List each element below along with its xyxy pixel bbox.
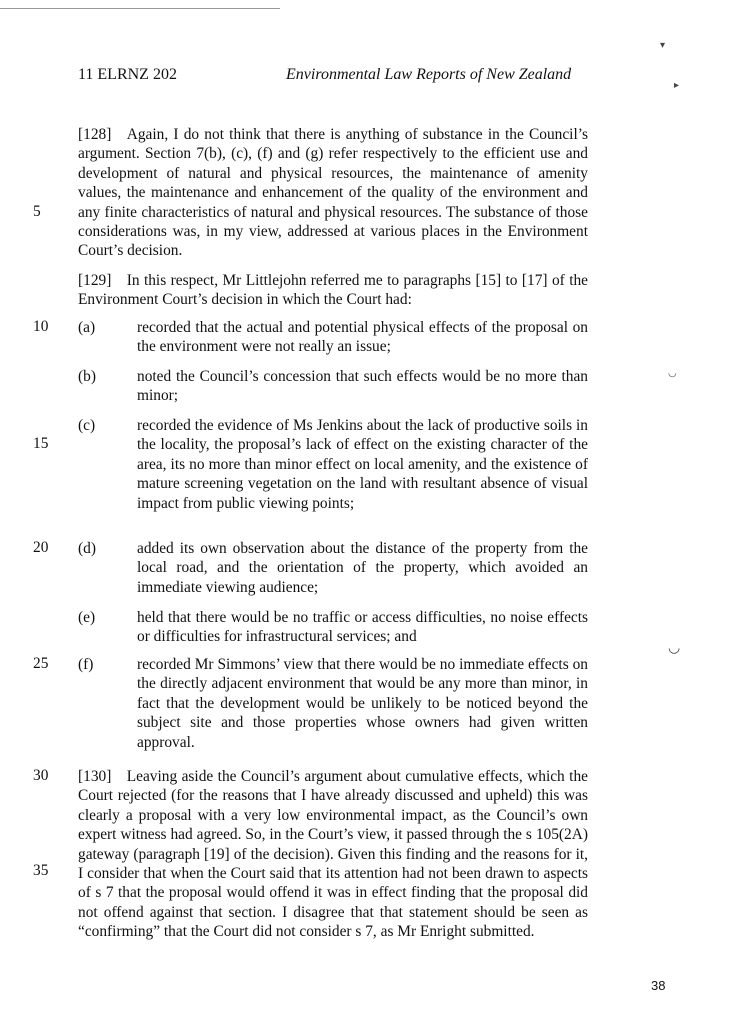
list-item-a [78, 318, 588, 357]
list-item-f [78, 655, 588, 752]
list-item-e [78, 608, 588, 647]
list-item-label: (e) [78, 609, 96, 626]
header-journal-title: Environmental Law Reports of New Zealand [286, 66, 572, 83]
list-item-b [78, 367, 588, 406]
list-item-d [78, 539, 588, 597]
scan-speck: ▸ [674, 80, 680, 91]
header-citation: 11 ELRNZ 202 [78, 66, 177, 83]
scan-speck: ▾ [660, 40, 666, 51]
scan-speck: ◡ [668, 368, 677, 379]
list-item-label: (c) [78, 417, 96, 434]
line-number: 25 [33, 655, 49, 672]
list-item-label: (b) [78, 368, 96, 385]
line-number: 15 [33, 435, 49, 452]
page-number: 38 [651, 978, 666, 993]
paragraph-128: [128] Again, I do not think that there is anything of substance in the Council’s argument. Section 7(b), (c), (f) and (g) refer respectively to the efficient use and development of natural and physical resources, the maintenance of amenity values, the maintenance and enhancement of the quality of the environment and any finite characteristics of natural and physical resources. The substance of those considerations was, in my view, addressed at various places in the Environment Court’s decision. [78, 126, 588, 260]
list-item-text: added its own observation about the distance of the property from the local road, and the orientation of the property, which avoided an immediate viewing audience; [137, 540, 588, 596]
scan-speck: ◡ [668, 641, 681, 656]
list-item-c [78, 416, 588, 513]
list-item-text: held that there would be no traffic or access difficulties, no noise effects or difficulties for infrastructural services; and [137, 609, 588, 646]
top-rule [0, 8, 280, 9]
list-item-label: (f) [78, 656, 94, 673]
list-item-text: noted the Council’s concession that such effects would be no more than minor; [137, 368, 588, 405]
list-item-label: (d) [78, 540, 96, 557]
list-item-text: recorded that the actual and potential physical effects of the proposal on the environment were not really an issue; [137, 319, 588, 356]
line-number: 30 [33, 767, 49, 784]
paragraph-129: [129] In this respect, Mr Littlejohn referred me to paragraphs [15] to [17] of the Environment Court’s decision in which the Court had: [78, 272, 588, 309]
paragraph-130: [130] Leaving aside the Council’s argument about cumulative effects, which the Court rejected (for the reasons that I have already discussed and upheld) this was clearly a proposal with a very low environmental impact, as the Council’s own expert witness had agreed. So, in the Court’s view, it passed through the s 105(2A) gateway (paragraph [19] of the decision). Given this finding and the reasons for it, I consider that when the Court said that its attention had not been drawn to aspects of s 7 that the proposal would offend it was in effect finding that the proposal did not offend against that section. I disagree that that statement should be seen as “confirming” that the Court did not consider s 7, as Mr Enright submitted. [78, 768, 588, 941]
line-number: 20 [33, 539, 49, 556]
line-number: 10 [33, 318, 49, 335]
line-number: 35 [33, 862, 49, 879]
list-item-label: (a) [78, 319, 96, 336]
line-number: 5 [33, 203, 41, 220]
list-item-text: recorded the evidence of Ms Jenkins about the lack of productive soils in the locality, the proposal’s lack of effect on the existing character of the area, its no more than minor effect on local amenity, and the existence of mature screening vegetation on the land with resultant absence of visual impact from public viewing points; [137, 417, 588, 512]
list-item-text: recorded Mr Simmons’ view that there would be no immediate effects on the directly adjacent environment that would be any more than minor, in fact that the development would be unlikely to be noticed beyond the subject site and those properties whose owners had given written approval. [137, 656, 588, 751]
